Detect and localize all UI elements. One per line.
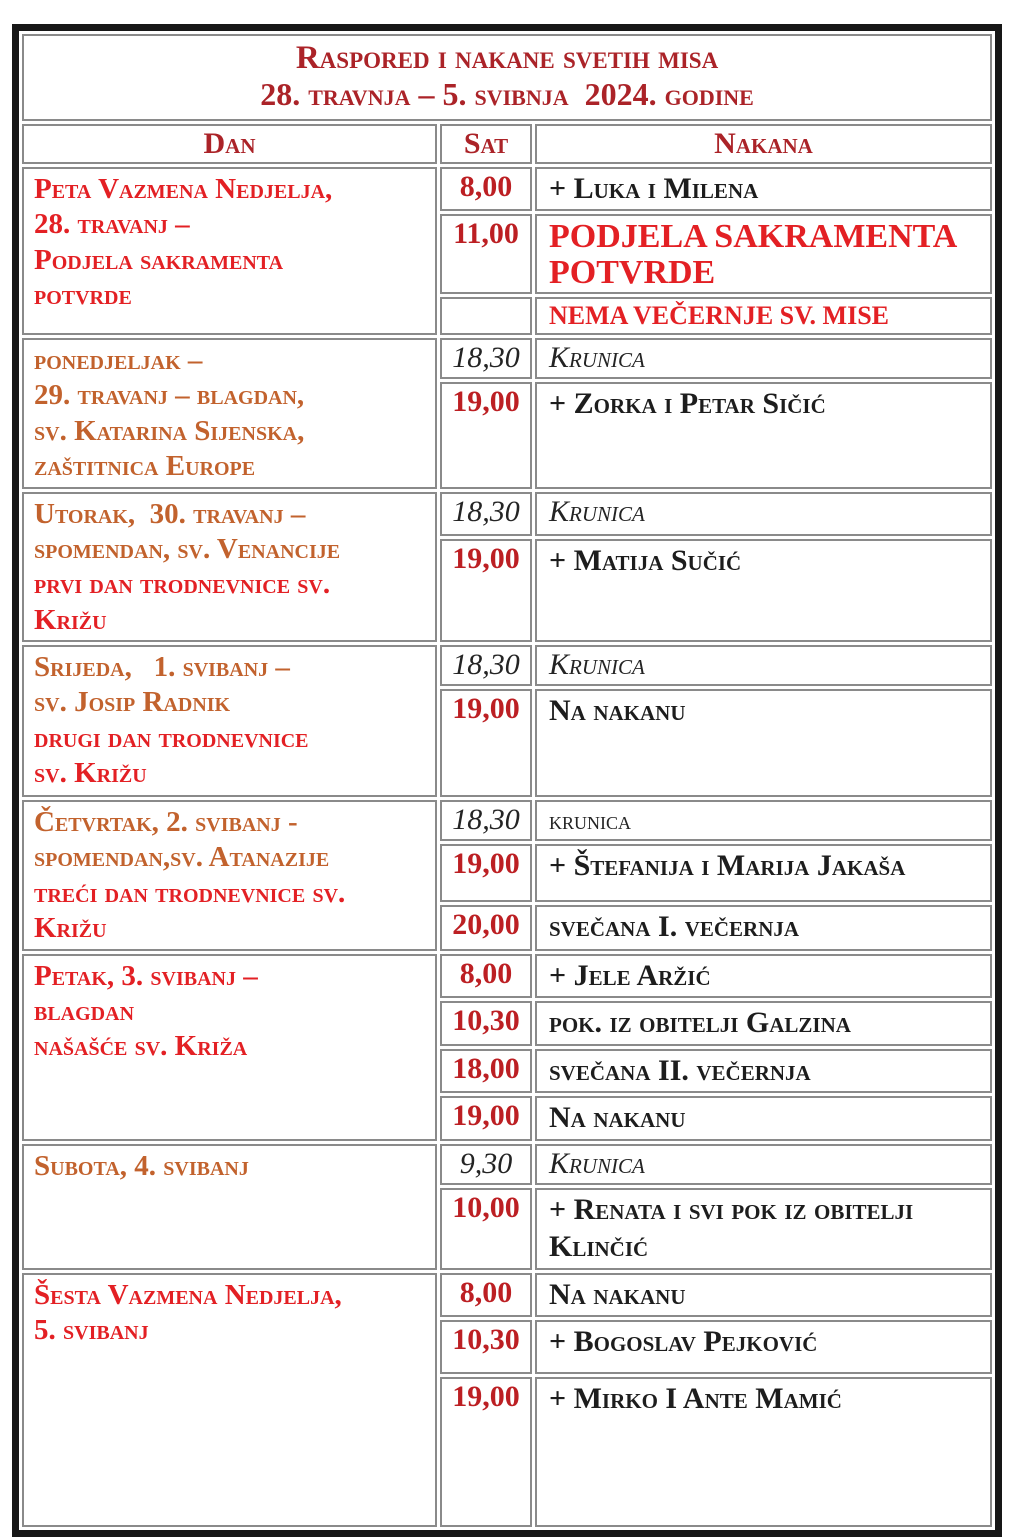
- schedule-date-range: 28. travnja – 5. svibnja 2024. godine: [260, 75, 754, 112]
- time-cell: 19,00: [440, 1096, 532, 1141]
- table-row: [22, 800, 992, 841]
- day-line: Utorak, 30. travanj –: [34, 497, 306, 530]
- intention-cell: svečana I. večernja: [535, 905, 992, 950]
- time-cell: 10,00: [440, 1188, 532, 1270]
- column-header-time: Sat: [440, 124, 532, 164]
- day-line: potvrde: [34, 278, 132, 311]
- time-cell: 19,00: [440, 1377, 532, 1527]
- day-line: sv. Katarina Sijenska,: [34, 414, 305, 447]
- intention-cell: NEMA VEČERNJE SV. MISE: [535, 297, 992, 335]
- day-cell: [22, 1273, 437, 1528]
- table-row: [22, 1273, 992, 1318]
- intention-cell: + Jele Aržić: [535, 954, 992, 999]
- intention-cell: Krunica: [535, 645, 992, 686]
- schedule-title: Raspored i nakane svetih misa: [295, 40, 719, 76]
- intention-cell: + Bogoslav Pejković: [535, 1320, 992, 1374]
- time-cell: 11,00: [440, 214, 532, 294]
- time-cell: 10,30: [440, 1001, 532, 1046]
- day-line: sv. Križu: [34, 757, 147, 790]
- day-line: Križu: [34, 603, 107, 636]
- time-cell: 19,00: [440, 844, 532, 903]
- intention-cell: + Matija Sučić: [535, 539, 992, 642]
- time-cell: 19,00: [440, 689, 532, 797]
- intention-cell: Na nakanu: [535, 1273, 992, 1318]
- table-row: [22, 645, 992, 686]
- day-line: drugi dan trodnevnice: [34, 721, 309, 754]
- day-cell: [22, 167, 437, 335]
- time-cell: 10,30: [440, 1320, 532, 1374]
- table-row: [22, 167, 992, 212]
- mass-schedule-table: [12, 24, 1002, 1537]
- day-line: spomendan, sv. Venancije: [34, 532, 341, 565]
- intention-cell: Na nakanu: [535, 689, 992, 797]
- day-cell: [22, 492, 437, 643]
- column-header-intention: Nakana: [535, 124, 992, 164]
- day-cell: [22, 1144, 437, 1270]
- day-line: Srijeda, 1. svibanj –: [34, 651, 290, 683]
- time-cell: 8,00: [440, 954, 532, 999]
- day-line: blagdan: [34, 994, 135, 1027]
- day-line: prvi dan trodnevnice sv.: [34, 568, 331, 601]
- time-cell: 18,30: [440, 492, 532, 536]
- day-cell: [22, 645, 437, 797]
- table-row: [22, 954, 992, 999]
- intention-cell: Na nakanu: [535, 1096, 992, 1141]
- time-cell: 18,30: [440, 645, 532, 686]
- time-cell: 8,00: [440, 1273, 532, 1318]
- day-line: 28. travanj –: [34, 208, 190, 241]
- time-cell: 18,30: [440, 800, 532, 841]
- intention-cell: Krunica: [535, 338, 992, 379]
- intention-cell: PODJELA SAKRAMENTA POTVRDE: [535, 214, 992, 294]
- intention-cell: + Luka i Milena: [535, 167, 992, 212]
- day-cell: [22, 800, 437, 951]
- intention-cell: + Zorka i Petar Sičić: [535, 382, 992, 488]
- table-row: [22, 492, 992, 536]
- table-title-cell: [22, 34, 992, 121]
- column-header-row: [22, 124, 992, 164]
- intention-cell: Krunica: [535, 1144, 992, 1185]
- time-cell: 20,00: [440, 905, 532, 950]
- column-header-day: Dan: [22, 124, 437, 164]
- time-cell: 19,00: [440, 539, 532, 642]
- day-cell: [22, 954, 437, 1141]
- day-line: Podjela sakramenta: [34, 243, 284, 276]
- time-cell: 18,30: [440, 338, 532, 379]
- time-cell: 18,00: [440, 1049, 532, 1094]
- day-line: spomendan,sv. Atanazije: [34, 841, 330, 874]
- day-line: Petak, 3. svibanj –: [34, 959, 258, 992]
- day-cell: [22, 338, 437, 489]
- intention-cell: krunica: [535, 800, 992, 841]
- day-line: Subota, 4. svibanj: [34, 1149, 249, 1182]
- intention-cell: + Štefanija i Marija Jakaša: [535, 844, 992, 903]
- day-line: Šesta Vazmena Nedjelja,: [34, 1278, 342, 1311]
- day-line: ponedjeljak –: [34, 344, 203, 376]
- day-line: našašće sv. Križa: [34, 1030, 248, 1063]
- title-row: [22, 34, 992, 121]
- intention-cell: Krunica: [535, 492, 992, 536]
- time-cell: 9,30: [440, 1144, 532, 1185]
- day-line: Četvrtak, 2. svibanj -: [34, 806, 298, 838]
- day-line: 5. svibanj: [34, 1313, 149, 1346]
- intention-cell: + Mirko I Ante Mamić: [535, 1377, 992, 1527]
- time-cell: [440, 297, 532, 335]
- document-sheet: [12, 24, 1000, 1537]
- day-line: 29. travanj – blagdan,: [34, 379, 305, 412]
- table-row: [22, 1144, 992, 1185]
- day-line: Peta Vazmena Nedjelja,: [34, 172, 333, 205]
- time-cell: 8,00: [440, 167, 532, 212]
- day-line: sv. Josip Radnik: [34, 686, 231, 719]
- intention-cell: + Renata i svi pok iz obitelji Klinčić: [535, 1188, 992, 1270]
- day-line: treći dan trodnevnice sv.: [34, 876, 346, 909]
- intention-cell: pok. iz obitelji Galzina: [535, 1001, 992, 1046]
- table-row: [22, 338, 992, 379]
- day-line: zaštitnica Europe: [34, 450, 256, 483]
- time-cell: 19,00: [440, 382, 532, 488]
- intention-cell: svečana II. večernja: [535, 1049, 992, 1094]
- day-line: Križu: [34, 912, 107, 945]
